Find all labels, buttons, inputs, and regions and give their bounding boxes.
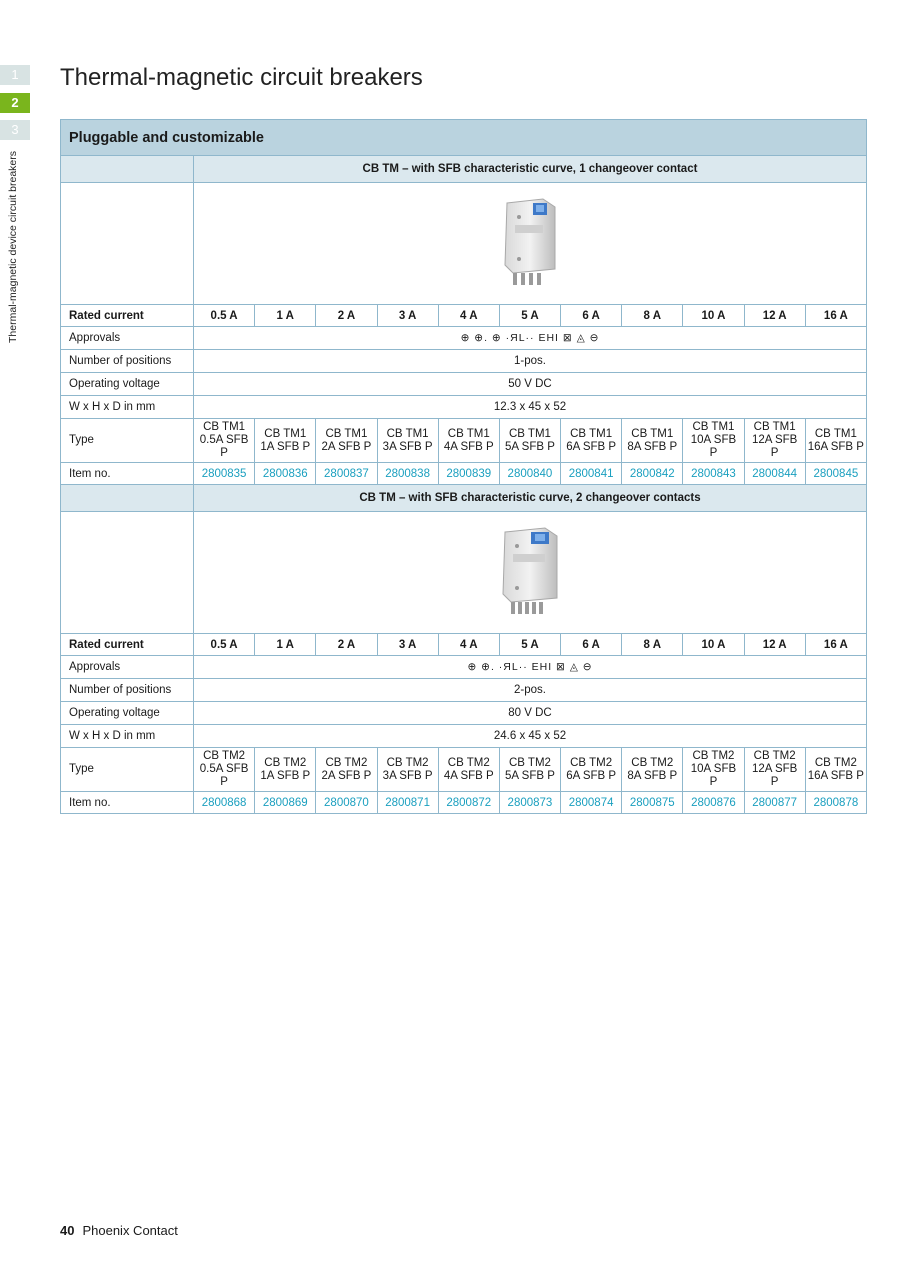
section2-voltage-row: [61, 702, 867, 725]
type-cell: CB TM2 2A SFB P: [316, 748, 377, 792]
dims-label: W x H x D in mm: [61, 725, 194, 748]
section1-heading-row: [61, 156, 867, 183]
approval-marks: ⊕ ⊕. ⊕ ·ЯL·· EHI ⊠ ◬ ⊖: [194, 327, 867, 350]
chapter-tab-3[interactable]: 3: [0, 120, 30, 140]
item-number-link[interactable]: 2800835: [194, 463, 255, 485]
rated-current-cell: 3 A: [377, 305, 438, 327]
approval-marks: ⊕ ⊕. ·ЯL·· EHI ⊠ ◬ ⊖: [194, 656, 867, 679]
type-cell: CB TM2 3A SFB P: [377, 748, 438, 792]
voltage-value: 80 V DC: [194, 702, 867, 725]
rated-current-cell: 1 A: [255, 634, 316, 656]
positions-label: Number of positions: [61, 679, 194, 702]
rated-current-cell: 2 A: [316, 634, 377, 656]
rated-current-cell: 12 A: [744, 305, 805, 327]
item-number-link[interactable]: 2800869: [255, 792, 316, 814]
item-number-link[interactable]: 2800841: [561, 463, 622, 485]
section1-dims-row: [61, 396, 867, 419]
type-label: Type: [61, 419, 194, 463]
rated-current-cell: 1 A: [255, 305, 316, 327]
item-label: Item no.: [61, 792, 194, 814]
type-cell: CB TM2 0.5A SFB P: [194, 748, 255, 792]
type-cell: CB TM1 3A SFB P: [377, 419, 438, 463]
item-number-link[interactable]: 2800875: [622, 792, 683, 814]
item-number-link[interactable]: 2800872: [438, 792, 499, 814]
page-footer: [60, 1223, 178, 1238]
positions-value: 1-pos.: [194, 350, 867, 373]
rated-current-label: Rated current: [61, 634, 194, 656]
item-number-link[interactable]: 2800876: [683, 792, 744, 814]
type-cell: CB TM1 6A SFB P: [561, 419, 622, 463]
rated-current-cell: 3 A: [377, 634, 438, 656]
section1-positions-row: [61, 350, 867, 373]
type-cell: CB TM1 12A SFB P: [744, 419, 805, 463]
type-cell: CB TM1 5A SFB P: [499, 419, 560, 463]
circuit-breaker-1pos-image: [495, 195, 565, 290]
brand-name: Phoenix Contact: [82, 1223, 178, 1238]
type-cell: CB TM2 8A SFB P: [622, 748, 683, 792]
type-label: Type: [61, 748, 194, 792]
item-number-link[interactable]: 2800840: [499, 463, 560, 485]
type-cell: CB TM2 16A SFB P: [805, 748, 866, 792]
type-cell: CB TM1 16A SFB P: [805, 419, 866, 463]
item-number-link[interactable]: 2800873: [499, 792, 560, 814]
type-cell: CB TM1 8A SFB P: [622, 419, 683, 463]
type-cell: CB TM2 1A SFB P: [255, 748, 316, 792]
dims-value: 12.3 x 45 x 52: [194, 396, 867, 419]
product-table: [60, 119, 867, 814]
rated-current-cell: 5 A: [499, 305, 560, 327]
rated-current-cell: 5 A: [499, 634, 560, 656]
rated-current-cell: 8 A: [622, 305, 683, 327]
section1-product-image: [194, 183, 867, 305]
type-cell: CB TM1 1A SFB P: [255, 419, 316, 463]
rated-current-cell: 6 A: [561, 305, 622, 327]
item-number-link[interactable]: 2800842: [622, 463, 683, 485]
section2-rated-current-row: [61, 634, 867, 656]
item-number-link[interactable]: 2800837: [316, 463, 377, 485]
rated-current-cell: 2 A: [316, 305, 377, 327]
item-number-link[interactable]: 2800838: [377, 463, 438, 485]
rated-current-cell: 10 A: [683, 305, 744, 327]
section2-heading: CB TM – with SFB characteristic curve, 2 changeover contacts: [194, 485, 867, 512]
section1-item-row: [61, 463, 867, 485]
type-cell: CB TM1 10A SFB P: [683, 419, 744, 463]
section2-approvals-row: [61, 656, 867, 679]
banner-title: Pluggable and customizable: [61, 120, 867, 156]
chapter-tab-1[interactable]: 1: [0, 65, 30, 85]
section1-type-row: [61, 419, 867, 463]
item-number-link[interactable]: 2800839: [438, 463, 499, 485]
item-number-link[interactable]: 2800877: [744, 792, 805, 814]
page-title: Thermal-magnetic circuit breakers: [60, 64, 423, 91]
rated-current-cell: 0.5 A: [194, 634, 255, 656]
item-number-link[interactable]: 2800878: [805, 792, 866, 814]
section2-positions-row: [61, 679, 867, 702]
rated-current-cell: 8 A: [622, 634, 683, 656]
circuit-breaker-2pos-image: [495, 524, 565, 619]
rated-current-cell: 16 A: [805, 634, 866, 656]
type-cell: CB TM1 0.5A SFB P: [194, 419, 255, 463]
item-number-link[interactable]: 2800845: [805, 463, 866, 485]
item-number-link[interactable]: 2800844: [744, 463, 805, 485]
rated-current-cell: 0.5 A: [194, 305, 255, 327]
dims-label: W x H x D in mm: [61, 396, 194, 419]
type-cell: CB TM2 6A SFB P: [561, 748, 622, 792]
item-number-link[interactable]: 2800843: [683, 463, 744, 485]
positions-value: 2-pos.: [194, 679, 867, 702]
item-number-link[interactable]: 2800868: [194, 792, 255, 814]
section2-type-row: [61, 748, 867, 792]
rated-current-cell: 6 A: [561, 634, 622, 656]
approvals-label: Approvals: [61, 327, 194, 350]
section1-rated-current-row: [61, 305, 867, 327]
section1-voltage-row: [61, 373, 867, 396]
item-number-link[interactable]: 2800871: [377, 792, 438, 814]
banner-row: [61, 120, 867, 156]
type-cell: CB TM2 5A SFB P: [499, 748, 560, 792]
item-label: Item no.: [61, 463, 194, 485]
section1-approvals-row: [61, 327, 867, 350]
approvals-label: Approvals: [61, 656, 194, 679]
voltage-label: Operating voltage: [61, 373, 194, 396]
section2-item-row: [61, 792, 867, 814]
item-number-link[interactable]: 2800874: [561, 792, 622, 814]
type-cell: CB TM1 4A SFB P: [438, 419, 499, 463]
rated-current-cell: 16 A: [805, 305, 866, 327]
section2-dims-row: [61, 725, 867, 748]
rated-current-cell: 4 A: [438, 305, 499, 327]
type-cell: CB TM2 12A SFB P: [744, 748, 805, 792]
side-section-label: Thermal-magnetic device circuit breakers: [7, 151, 19, 343]
voltage-value: 50 V DC: [194, 373, 867, 396]
voltage-label: Operating voltage: [61, 702, 194, 725]
item-number-link[interactable]: 2800836: [255, 463, 316, 485]
rated-current-cell: 12 A: [744, 634, 805, 656]
section1-heading: CB TM – with SFB characteristic curve, 1 changeover contact: [194, 156, 867, 183]
section1-image-row: [61, 183, 867, 305]
page-number: 40: [60, 1223, 75, 1238]
section2-heading-row: [61, 485, 867, 512]
positions-label: Number of positions: [61, 350, 194, 373]
section2-image-row: [61, 512, 867, 634]
dims-value: 24.6 x 45 x 52: [194, 725, 867, 748]
rated-current-cell: 4 A: [438, 634, 499, 656]
type-cell: CB TM2 4A SFB P: [438, 748, 499, 792]
chapter-tab-2[interactable]: 2: [0, 93, 30, 113]
type-cell: CB TM2 10A SFB P: [683, 748, 744, 792]
type-cell: CB TM1 2A SFB P: [316, 419, 377, 463]
rated-current-label: Rated current: [61, 305, 194, 327]
item-number-link[interactable]: 2800870: [316, 792, 377, 814]
section2-product-image: [194, 512, 867, 634]
rated-current-cell: 10 A: [683, 634, 744, 656]
